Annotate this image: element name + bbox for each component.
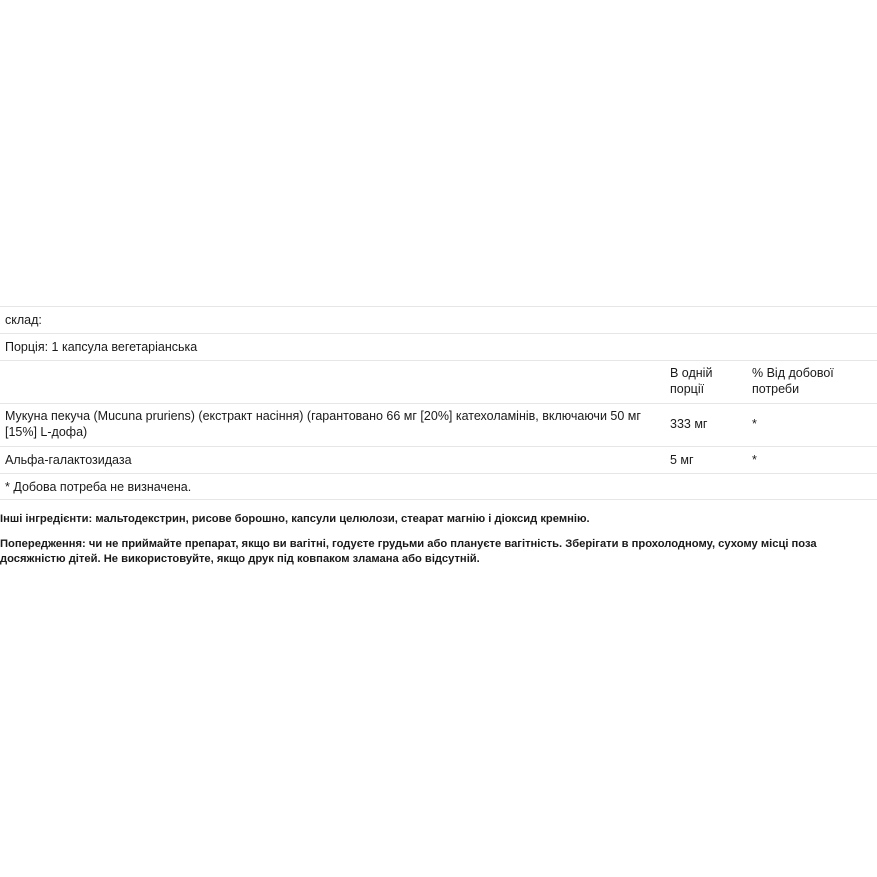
column-header-amount: В одній порції [670, 366, 713, 396]
table-header-row [0, 360, 877, 403]
column-header-daily-value: % Від добової потреби [752, 366, 834, 396]
footnote: * Добова потреба не визначена. [5, 480, 192, 494]
footnote-row [0, 473, 877, 500]
serving-row [0, 333, 877, 360]
warning-text: Попередження: чи не приймайте препарат, якщо ви вагітні, годуєте грудьми або плануєте вагітність. Зберігати в прохолодному, сухому місці поза досяжністю дітей. Не використовуйте, якщо друк під ковпаком зламана або відсутній. [0, 538, 817, 565]
ingredient-amount: 5 мг [670, 453, 694, 467]
ingredient-name: Альфа-галактозидаза [5, 453, 132, 467]
table-row [0, 403, 877, 446]
ingredient-amount: 333 мг [670, 417, 708, 431]
ingredient-daily-value: * [752, 453, 757, 467]
composition-row [0, 306, 877, 333]
supplement-facts-table [0, 306, 877, 500]
composition-label: склад: [5, 313, 42, 327]
ingredient-daily-value: * [752, 417, 757, 431]
ingredient-name: Мукуна пекуча (Mucuna pruriens) (екстракт насіння) (гарантовано 66 мг [20%] катехоламінів, включаючи 50 мг [15%] L-дофа) [5, 409, 641, 439]
other-ingredients: Інші інгредієнти: мальтодекстрин, рисове борошно, капсули целюлози, стеарат магнію і діоксид кремнію. [0, 513, 590, 525]
serving-size: Порція: 1 капсула вегетаріанська [5, 340, 198, 354]
table-row [0, 446, 877, 473]
